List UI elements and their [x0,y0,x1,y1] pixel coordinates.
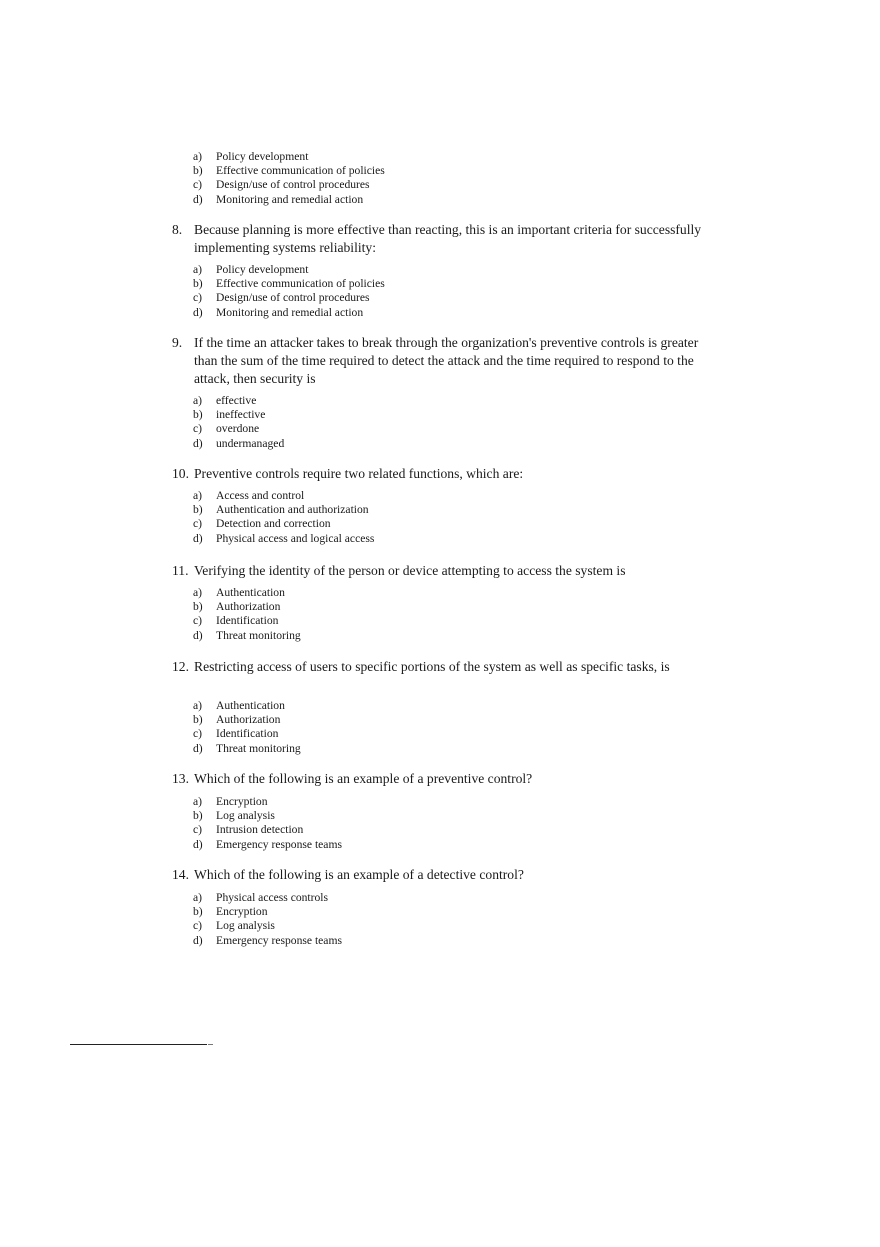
option-text: Log analysis [216,919,275,933]
option-item [193,600,301,614]
option-list [193,394,284,451]
option-letter: b) [193,277,203,291]
option-text: overdone [216,422,260,436]
option-item [193,193,385,207]
option-item [193,517,374,531]
question-number: 13. [172,771,189,786]
option-letter: d) [193,837,203,851]
option-letter: d) [193,531,203,545]
option-letter: b) [193,809,203,823]
option-item [193,164,385,178]
option-letter: a) [193,150,203,163]
option-item [193,713,301,727]
option-text: Effective communication of policies [216,164,385,178]
option-letter: b) [193,713,203,727]
option-text: Authentication [216,699,285,712]
option-letter: d) [193,436,203,450]
option-item [193,838,342,852]
option-text: Design/use of control procedures [216,178,370,192]
option-letter: c) [193,291,203,305]
question-text: Preventive controls require two related functions, which are: [194,466,524,481]
option-item [193,891,342,905]
option-list [193,489,374,546]
option-text: Authorization [216,600,281,614]
option-text: Design/use of control procedures [216,291,370,305]
option-text: ineffective [216,408,266,422]
option-item [193,614,301,628]
option-item [193,795,342,809]
footnote-separator-tail [208,1044,213,1045]
option-text: Encryption [216,795,268,808]
option-letter: c) [193,919,203,933]
question-12 [172,658,712,676]
option-letter: a) [193,394,203,407]
option-item [193,919,342,933]
option-text: Log analysis [216,809,275,823]
option-item [193,727,301,741]
option-text: Identification [216,727,279,741]
option-item [193,742,301,756]
option-text: undermanaged [216,436,285,450]
option-letter: a) [193,795,203,808]
option-text: Threat monitoring [216,628,301,642]
option-item [193,150,385,164]
option-letter: a) [193,891,203,904]
question-13 [172,770,712,788]
question-11 [172,562,712,580]
option-text: Encryption [216,905,268,919]
option-list [193,263,385,320]
option-item [193,291,385,305]
option-letter: d) [193,741,203,755]
question-number: 9. [172,335,183,350]
question-number: 12. [172,659,189,674]
option-letter: b) [193,905,203,919]
option-letter: d) [193,305,203,319]
question-text: Because planning is more effective than reacting, this is an important criteria for successfully implementing systems reliability: [194,222,702,255]
question-number: 8. [172,222,183,237]
option-item [193,823,342,837]
option-item [193,809,342,823]
option-text: Identification [216,614,279,628]
option-item [193,422,284,436]
question-text: Verifying the identity of the person or device attempting to access the system is [194,563,626,578]
option-item [193,629,301,643]
option-item [193,394,284,408]
option-text: Physical access and logical access [216,531,375,545]
option-list [193,795,342,852]
option-text: effective [216,394,257,407]
question-text: Restricting access of users to specific portions of the system as well as specific tasks, is [194,659,670,674]
option-text: Policy development [216,263,309,276]
option-item [193,277,385,291]
option-text: Authorization [216,713,281,727]
option-letter: d) [193,628,203,642]
question-text: If the time an attacker takes to break through the organization's preventive controls is greater than the sum of the time required to detect the attack and the time required to respond to the attack, then security is [194,335,699,386]
option-letter: a) [193,263,203,276]
option-item [193,699,301,713]
option-text: Policy development [216,150,309,163]
option-item [193,532,374,546]
option-list [193,891,342,948]
option-text: Access and control [216,489,305,502]
option-text: Authentication and authorization [216,503,369,517]
footnote-separator [70,1044,207,1045]
option-letter: b) [193,164,203,178]
option-letter: a) [193,586,203,599]
question-number: 14. [172,867,189,882]
option-letter: c) [193,614,203,628]
option-letter: c) [193,727,203,741]
option-letter: c) [193,178,203,192]
option-list [193,699,301,756]
question-number: 10. [172,466,189,481]
option-item [193,489,374,503]
question-text: Which of the following is an example of a detective control? [194,867,524,882]
option-text: Intrusion detection [216,823,304,837]
option-item [193,437,284,451]
option-text: Physical access controls [216,891,329,904]
option-item [193,905,342,919]
option-item [193,934,342,948]
option-text: Monitoring and remedial action [216,192,364,206]
option-letter: b) [193,503,203,517]
option-list [193,586,301,643]
option-item [193,503,374,517]
option-text: Threat monitoring [216,741,301,755]
option-letter: d) [193,933,203,947]
option-text: Emergency response teams [216,837,342,851]
option-text: Authentication [216,586,285,599]
question-10 [172,465,712,483]
option-letter: c) [193,517,203,531]
option-letter: c) [193,823,203,837]
question-9 [172,334,712,388]
option-letter: c) [193,422,203,436]
option-item [193,586,301,600]
option-letter: b) [193,408,203,422]
option-letter: d) [193,192,203,206]
option-item [193,178,385,192]
question-8 [172,221,712,257]
leading-option-list [193,150,385,207]
question-text: Which of the following is an example of a preventive control? [194,771,533,786]
option-text: Monitoring and remedial action [216,305,364,319]
option-item [193,306,385,320]
option-text: Effective communication of policies [216,277,385,291]
option-letter: b) [193,600,203,614]
question-number: 11. [172,563,189,578]
option-text: Detection and correction [216,517,331,531]
option-letter: a) [193,489,203,502]
option-item [193,263,385,277]
option-text: Emergency response teams [216,933,342,947]
question-14 [172,866,712,884]
option-item [193,408,284,422]
option-letter: a) [193,699,203,712]
